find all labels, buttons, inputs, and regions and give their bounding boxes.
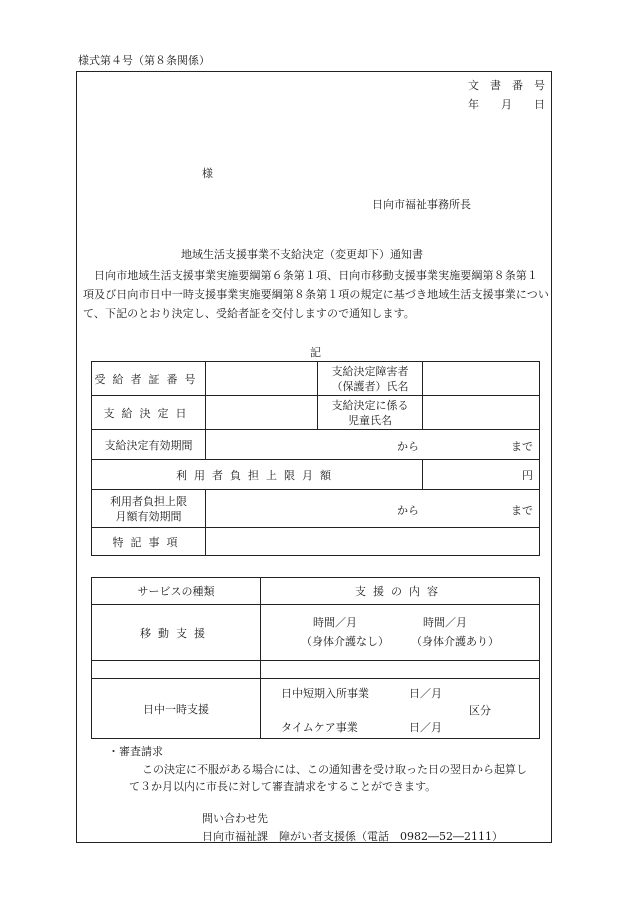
body-text: 日向市地域生活支援事業実施要綱第６条第１項、日向市移動支援事業実施要綱第８条第１項及び日向市日中一時支援事業実施要綱第８条第１項の規定に基づき地域生活支援事業について、下記のとおり決定し、受給者証を交付しますので通知します。: [83, 269, 549, 320]
decision-date-label: 支給決定日: [92, 396, 206, 430]
sender: 日向市福祉事務所長: [372, 198, 471, 211]
hours-month-no-care: 時間／月: [313, 616, 357, 629]
hours-month-with-care: 時間／月: [423, 616, 467, 629]
appeal-line2: て３か月以内に市長に対して審査請求をすることができます。: [129, 780, 437, 793]
child-label: [318, 396, 423, 430]
limit-validity-label: [92, 490, 206, 528]
validity-label: 支給決定有効期間: [92, 430, 206, 460]
appeal-heading: ・審査請求: [108, 745, 163, 758]
form-id: 様式第４号（第８条関係）: [78, 54, 210, 67]
short-stay-days: 日／月: [409, 687, 442, 700]
recipient-value[interactable]: [423, 362, 540, 396]
yen-unit: 円: [522, 468, 533, 482]
decision-date-value[interactable]: [206, 396, 318, 430]
blank-service[interactable]: [92, 661, 261, 679]
addressee-suffix: 様: [202, 167, 213, 180]
daytime-label: 日中一時支援: [92, 679, 261, 739]
notes-value[interactable]: [206, 528, 540, 556]
limit-validity-line2: 月額有効期間: [115, 509, 182, 523]
child-label-line1: 支給決定に係る: [331, 398, 409, 412]
limit-label: 利用者負担上限月額: [92, 460, 423, 490]
recipient-label-line2: （保護者）氏名: [331, 379, 409, 393]
limit-validity-until: まで: [511, 504, 533, 517]
with-care-label: （身体介護あり）: [411, 635, 499, 648]
recipient-label-line1: 支給決定障害者: [331, 364, 409, 378]
child-value[interactable]: [423, 396, 540, 430]
limit-validity-from: から: [397, 504, 419, 517]
page-title: 地域生活支援事業不支給決定（変更却下）通知書: [181, 248, 423, 261]
service-type-header: サービスの種類: [92, 578, 261, 605]
appeal-line1: この決定に不服がある場合には、この通知書を受け取った日の翌日から起算し: [142, 763, 527, 776]
timecare-label: タイムケア事業: [281, 721, 358, 734]
content-header: 支援の内容: [261, 578, 540, 605]
category-label: 区分: [469, 704, 491, 717]
limit-validity-line1: 利用者負担上限: [110, 494, 187, 508]
recipient-label: [318, 362, 423, 396]
mobility-content[interactable]: [261, 605, 540, 661]
validity-from: から: [397, 440, 419, 453]
daytime-content[interactable]: [261, 679, 540, 739]
decision-table: [91, 361, 540, 556]
cert-no-label: 受給者証番号: [92, 362, 206, 396]
limit-validity-value[interactable]: [206, 490, 540, 528]
contact-detail: 日向市福祉課 障がい者支援係（電話 0982―52―2111）: [202, 830, 503, 843]
service-table: [91, 577, 540, 739]
timecare-days: 日／月: [409, 721, 442, 734]
issue-date: 年 月 日: [468, 98, 545, 111]
doc-number: 文 書 番 号: [468, 79, 545, 92]
short-stay-label: 日中短期入所事業: [281, 687, 369, 700]
mobility-label: 移動支援: [92, 605, 261, 661]
limit-value[interactable]: [423, 460, 540, 490]
ki-label: 記: [310, 346, 321, 359]
notes-label: 特記事項: [92, 528, 206, 556]
validity-value[interactable]: [206, 430, 540, 460]
contact-label: 問い合わせ先: [202, 812, 268, 825]
no-care-label: （身体介護なし）: [301, 635, 389, 648]
cert-no-value[interactable]: [206, 362, 318, 396]
validity-until: まで: [511, 440, 533, 453]
blank-content[interactable]: [261, 661, 540, 679]
child-label-line2: 児童氏名: [348, 413, 392, 427]
